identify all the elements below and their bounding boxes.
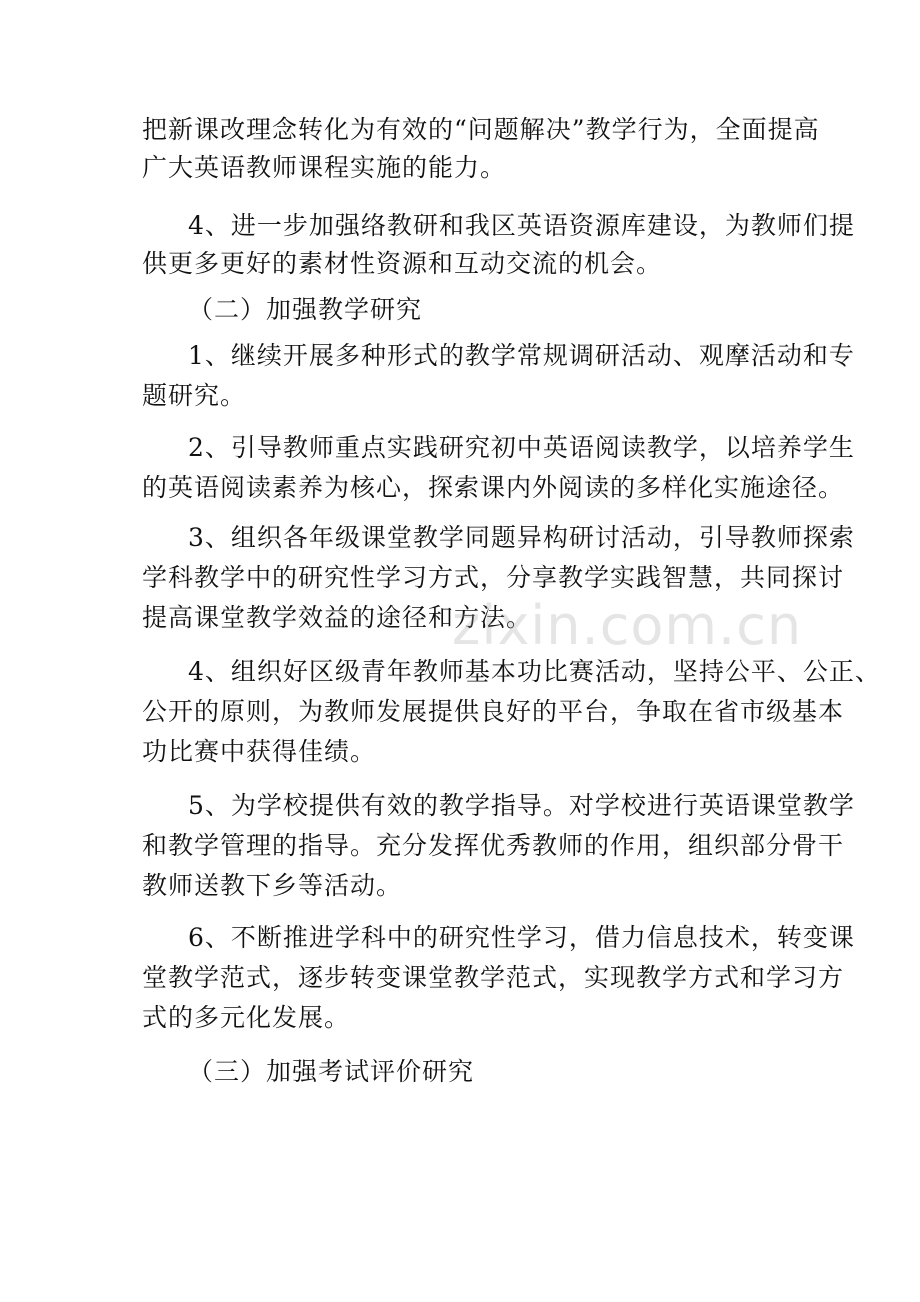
section-heading: （二）加强教学研究 <box>188 295 423 324</box>
paragraph-line: 供更多更好的素材性资源和互动交流的机会。 <box>142 249 663 278</box>
paragraph-line: 4、进一步加强络教研和我区英语资源库建设，为教师们提 <box>188 211 855 240</box>
paragraph-line: 2、引导教师重点实践研究初中英语阅读教学，以培养学生 <box>188 433 855 462</box>
paragraph-line: 题研究。 <box>142 381 247 410</box>
paragraph-line: 广大英语教师课程实施的能力。 <box>142 153 507 182</box>
paragraph-line: 5、为学校提供有效的教学指导。对学校进行英语课堂教学 <box>188 791 855 820</box>
paragraph-line: 功比赛中获得佳绩。 <box>142 737 377 766</box>
paragraph-line: 公开的原则，为教师发展提供良好的平台，争取在省市级基本 <box>142 697 845 726</box>
paragraph-line: 6、不断推进学科中的研究性学习，借力信息技术，转变课 <box>188 923 855 952</box>
paragraph-line: 3、组织各年级课堂教学同题异构研讨活动，引导教师探索 <box>188 523 855 552</box>
paragraph-line: 4、组织好区级青年教师基本功比赛活动，坚持公平、公正、 <box>188 657 881 686</box>
paragraph-line: 1、继续开展多种形式的教学常规调研活动、观摩活动和专 <box>188 341 855 370</box>
paragraph-line: 式的多元化发展。 <box>142 1003 351 1032</box>
watermark: zixin.com.cn <box>452 594 803 657</box>
paragraph-line: 教师送教下乡等活动。 <box>142 871 403 900</box>
paragraph-line: 和教学管理的指导。充分发挥优秀教师的作用，组织部分骨干 <box>142 831 845 860</box>
paragraph-line: 把新课改理念转化为有效的“问题解决”教学行为，全面提高 <box>142 115 820 144</box>
section-heading: （三）加强考试评价研究 <box>188 1057 475 1086</box>
paragraph-line: 提高课堂教学效益的途径和方法。 <box>142 603 533 632</box>
paragraph-line: 学科教学中的研究性学习方式，分享教学实践智慧，共同探讨 <box>142 563 845 592</box>
paragraph-line: 的英语阅读素养为核心，探索课内外阅读的多样化实施途径。 <box>142 473 845 502</box>
paragraph-line: 堂教学范式，逐步转变课堂教学范式，实现教学方式和学习方 <box>142 963 845 992</box>
